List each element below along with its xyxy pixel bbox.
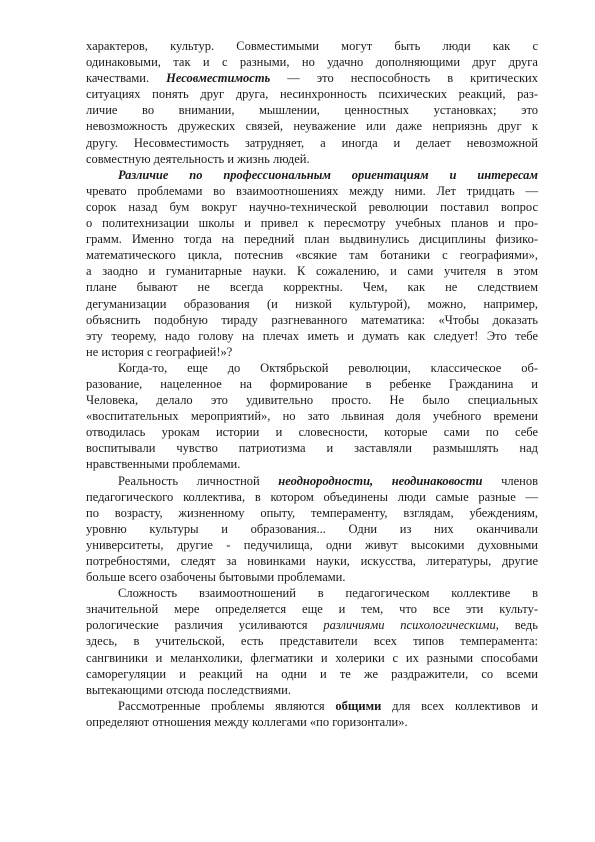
text-line — [86, 714, 538, 730]
text-line — [86, 666, 538, 682]
text-run: нравственными проблемами. — [86, 457, 241, 472]
text-line — [86, 456, 538, 472]
text-line — [86, 553, 538, 569]
text-line — [86, 408, 538, 424]
text-run: рологические различия усиливаются — [86, 618, 324, 633]
text-line — [86, 263, 538, 279]
text-line — [86, 102, 538, 118]
paragraph — [86, 585, 538, 698]
term-heterogeneity: неоднородности, неодинаковости — [278, 473, 483, 488]
text-line — [86, 376, 538, 392]
text-line — [86, 521, 538, 537]
text-run: плане бывают не всегда корректны. Чем, как не следствием — [86, 280, 538, 295]
text-line — [86, 118, 538, 134]
text-run: чревато проблемами во взаимоотношениях между ними. Лет тридцать — — [86, 183, 538, 198]
text-line — [86, 151, 538, 167]
text-run: другу. Несовместимость затрудняет, а иногда и делает невозможной — [86, 135, 538, 150]
paragraph — [86, 38, 538, 167]
text-line — [86, 199, 538, 215]
text-line — [86, 344, 538, 360]
text-run: качествами. — [86, 71, 167, 86]
text-line — [86, 360, 538, 376]
text-run: о политехнизации школы и привел к пересмотру учебных планов и про- — [86, 216, 538, 231]
text-line — [86, 392, 538, 408]
text-line — [86, 505, 538, 521]
term-incompatibility: Несовместимость — [166, 71, 271, 86]
text-run: воспитывали чувство патриотизма и заставляли размышлять над — [86, 441, 538, 456]
text-run: вытекающими отсюда последствиями. — [86, 682, 291, 697]
text-line — [86, 650, 538, 666]
term-common: общими — [335, 698, 382, 713]
text-run: Сложность взаимоотношений в педагогическом коллективе в — [118, 586, 538, 601]
text-line — [86, 633, 538, 649]
text-run: уровню культуры и образования... Одни из них оканчивали — [86, 521, 538, 536]
text-run: математического цикла, потеснив «всякие там ботаники с географиями», — [86, 248, 538, 263]
text-line — [86, 328, 538, 344]
text-run: Рассмотренные проблемы являются — [118, 698, 336, 713]
text-run: не история с географией!»? — [86, 344, 233, 359]
text-line — [86, 38, 538, 54]
text-run: сангвиники и меланхолики, флегматики и холерики с их разными способами — [86, 650, 538, 665]
text-run: разование, нацеленное на формирование в ребенке Гражданина и — [86, 376, 538, 391]
text-run: эту теорему, надо голову на плечах иметь и думать как следует! Это тебе — [86, 328, 538, 343]
text-run: совместную деятельность и жизнь людей. — [86, 151, 310, 166]
text-run: — это неспособность в критических — [270, 71, 539, 86]
paragraph — [86, 473, 538, 586]
text-run: больше всего озабочены бытовыми проблемами. — [86, 570, 346, 585]
paragraph — [86, 167, 538, 360]
text-line — [86, 215, 538, 231]
text-line — [86, 440, 538, 456]
text-run: ведь — [498, 618, 538, 633]
text-run: саморегуляции и реакций на одни и те же раздражители, со всеми — [86, 666, 538, 681]
text-run: Когда-то, еще до Октябрьской революции, классическое об- — [118, 360, 538, 375]
text-line — [86, 279, 538, 295]
term-professional-orientation: Различие по профессиональным ориентациям и интересам — [118, 167, 538, 182]
text-line — [86, 617, 538, 633]
text-line — [86, 135, 538, 151]
text-line — [86, 698, 538, 714]
text-run: одинаковыми, так и с разными, но удачно дополняющими друг друга — [86, 55, 538, 70]
text-run: для всех коллективов и — [381, 698, 538, 713]
document-page — [86, 38, 538, 730]
text-line — [86, 296, 538, 312]
paragraph — [86, 698, 538, 730]
text-line — [86, 585, 538, 601]
text-run: невозможность дружеских связей, неуважение или даже неприязнь друг к — [86, 119, 538, 134]
text-line — [86, 54, 538, 70]
text-line — [86, 682, 538, 698]
text-run: педагогического коллектива, в котором объединены люди самые разные — — [86, 489, 538, 504]
text-line — [86, 312, 538, 328]
text-line — [86, 601, 538, 617]
term-psychological-differences: различиями психологическими, — [323, 618, 499, 633]
text-run: объяснить подобную тираду разгневанного математика: «Чтобы доказать — [86, 312, 538, 327]
text-run: личие во внимании, мышлении, ценностных установках; это — [86, 103, 538, 118]
text-run: по возрасту, жизненному опыту, темпераменту, взглядам, убеждениям, — [86, 505, 538, 520]
text-line — [86, 70, 538, 86]
text-run: ситуациях понять друг друга, несинхронность психических реакций, раз- — [86, 87, 538, 102]
text-run: грамм. Именно тогда на передний план выдвинулись дисциплины физико- — [86, 232, 538, 247]
text-line — [86, 183, 538, 199]
text-run: Реальность личностной — [118, 473, 279, 488]
text-run: отводилась урокам истории и словесности, которые сами по себе — [86, 425, 538, 440]
text-line — [86, 424, 538, 440]
text-line — [86, 537, 538, 553]
text-run: характеров, культур. Совместимыми могут быть люди как с — [86, 39, 538, 53]
text-run: членов — [482, 473, 538, 488]
text-run: определяют отношения между коллегами «по горизонтали». — [86, 714, 408, 729]
text-run: «воспитательных мероприятий», но зато львиная доля учебного времени — [86, 409, 538, 424]
text-run: а заодно и гуманитарные науки. К сожалению, и сами учителя в этом — [86, 264, 538, 279]
text-line — [86, 86, 538, 102]
text-run: дегуманизации образования (и низкой культурой), можно, например, — [86, 296, 538, 311]
text-line — [86, 167, 538, 183]
text-line — [86, 569, 538, 585]
text-run: потребностями, следят за новинками науки, искусства, литературы, другие — [86, 554, 538, 568]
text-run: здесь, в учительской, есть представители всех типов темперамента: — [86, 634, 538, 649]
text-run: Человека, делало это удивительно просто. Не было специальных — [86, 393, 538, 408]
text-run: сорок назад бум вокруг научно-технической революции поставил вопрос — [86, 199, 538, 214]
text-line — [86, 231, 538, 247]
text-run: значительной мере определяется еще и тем, что все эти культу- — [86, 602, 538, 617]
text-run: университеты, другие - педучилища, одни живут высокими духовными — [86, 537, 538, 552]
text-line — [86, 473, 538, 489]
paragraph — [86, 360, 538, 473]
text-line — [86, 489, 538, 505]
text-line — [86, 247, 538, 263]
